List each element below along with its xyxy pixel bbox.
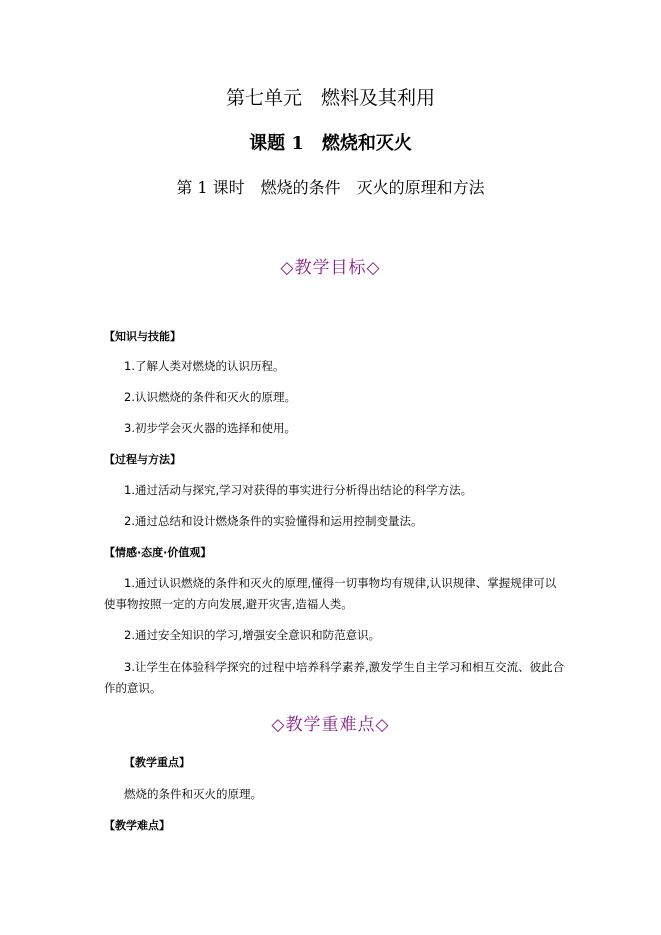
hard-points-label: 【教学难点】 bbox=[104, 819, 170, 832]
emotion-label: 【情感·态度·价值观】 bbox=[104, 546, 212, 559]
process-item-1: 1.通过活动与探究,学习对获得的事实进行分析得出结论的科学方法。 bbox=[124, 483, 473, 497]
unit-heading: 第七单元 燃料及其利用 bbox=[225, 87, 435, 109]
process-label: 【过程与方法】 bbox=[104, 453, 181, 466]
lesson-heading: 课题 1 燃烧和灭火 bbox=[249, 133, 412, 154]
objectives-title: ◇教学目标◇ bbox=[280, 258, 381, 278]
emotion-item-2: 2.通过安全知识的学习,增强安全意识和防范意识。 bbox=[124, 628, 381, 642]
knowledge-item-1: 1.了解人类对燃烧的认识历程。 bbox=[124, 359, 285, 373]
emotion-item-3-line-1: 3.让学生在体验科学探究的过程中培养科学素养,激发学生自主学习和相互交流、彼此合 bbox=[124, 660, 565, 674]
key-points-text: 燃烧的条件和灭火的原理。 bbox=[124, 787, 262, 801]
knowledge-label: 【知识与技能】 bbox=[104, 330, 181, 343]
emotion-item-1-line-2: 使事物按照一定的方向发展,避开灾害,造福人类。 bbox=[104, 597, 353, 611]
emotion-item-1-line-1: 1.通过认识燃烧的条件和灭火的原理,懂得一切事物均有规律,认识规律、掌握规律可以 bbox=[124, 576, 557, 590]
difficulties-title: ◇教学重难点◇ bbox=[271, 715, 390, 735]
knowledge-item-3: 3.初步学会灭火器的选择和使用。 bbox=[124, 421, 296, 435]
knowledge-item-2: 2.认识燃烧的条件和灭火的原理。 bbox=[124, 390, 296, 404]
period-heading: 第 1 课时 燃烧的条件 灭火的原理和方法 bbox=[176, 178, 485, 197]
process-item-2: 2.通过总结和设计燃烧条件的实验懂得和运用控制变量法。 bbox=[124, 514, 423, 528]
key-points-label: 【教学重点】 bbox=[124, 756, 190, 769]
emotion-item-3-line-2: 作的意识。 bbox=[104, 681, 162, 695]
